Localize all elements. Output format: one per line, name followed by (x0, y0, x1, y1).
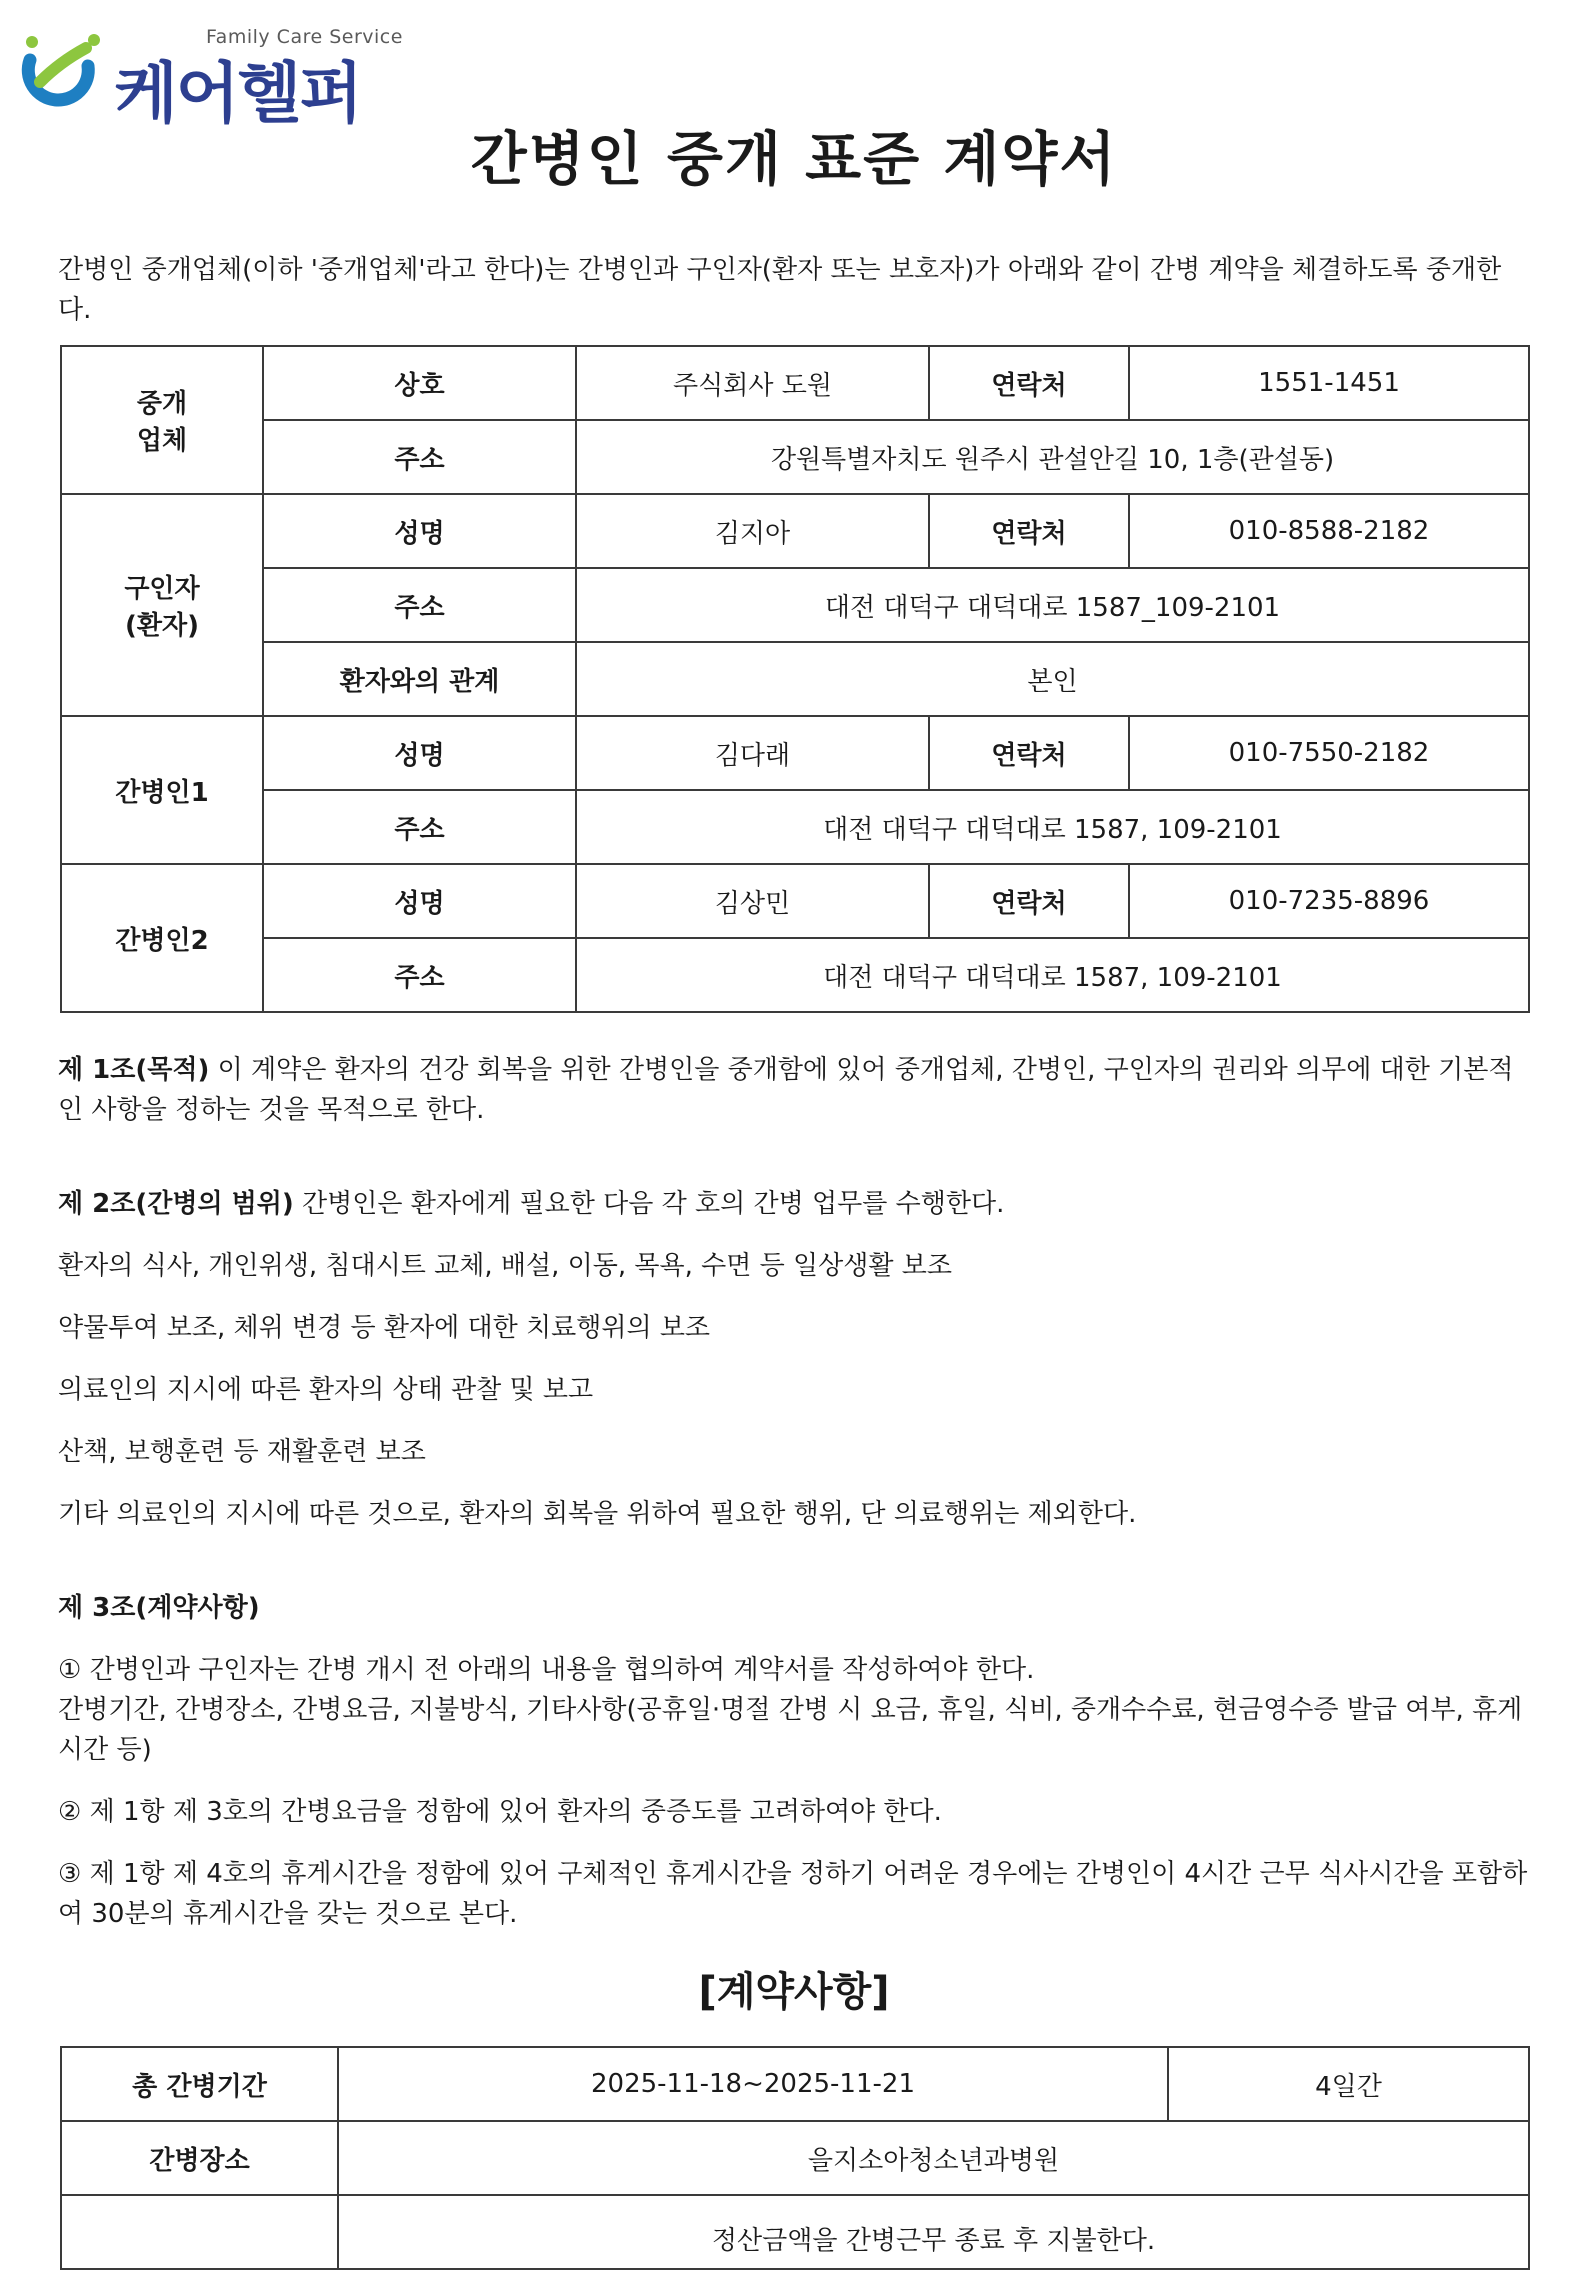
article-3-title (58, 1588, 1533, 1628)
table-row (61, 642, 1529, 716)
article-3-para-2: ② 제 1항 제 3호의 간병요금을 정함에 있어 환자의 중증도를 고려하여야 한다. (58, 1797, 942, 1827)
name-label: 성명 (263, 864, 576, 938)
articles-section (58, 1050, 1533, 1956)
document-title: 간병인 중개 표준 계약서 (470, 125, 1118, 193)
logo-tagline: Family Care Service (206, 26, 403, 48)
caregiver1-group-label: 간병인1 (61, 716, 263, 864)
table-row (61, 938, 1529, 1012)
parties-table (60, 345, 1530, 1013)
caregiver2-group-label: 간병인2 (61, 864, 263, 1012)
client-address: 대전 대덕구 대덕대로 1587_109-2101 (576, 568, 1529, 642)
table-row (61, 790, 1529, 864)
article-2-title: 제 2조(간병의 범위) (58, 1189, 294, 1219)
period-label: 총 간병기간 (61, 2047, 338, 2121)
agency-contact: 1551-1451 (1129, 346, 1529, 420)
caregiver1-address: 대전 대덕구 대덕대로 1587, 109-2101 (576, 790, 1529, 864)
address-label: 주소 (263, 790, 576, 864)
name-label: 성명 (263, 494, 576, 568)
agency-address: 강원특별자치도 원주시 관설안길 10, 1층(관설동) (576, 420, 1529, 494)
table-row (61, 2195, 1529, 2269)
caregiver2-contact: 010-7235-8896 (1129, 864, 1529, 938)
article-3-title-text: 제 3조(계약사항) (58, 1593, 260, 1623)
table-row (61, 2047, 1529, 2121)
caregiver1-contact: 010-7550-2182 (1129, 716, 1529, 790)
table-row (61, 716, 1529, 790)
article-2-text: 간병인은 환자에게 필요한 다음 각 호의 간병 업무를 수행한다. (293, 1189, 1005, 1219)
address-label: 주소 (263, 568, 576, 642)
caregiver2-address: 대전 대덕구 대덕대로 1587, 109-2101 (576, 938, 1529, 1012)
article-2-item: 산책, 보행훈련 등 재활훈련 보조 (58, 1437, 426, 1467)
payment-label-cell (61, 2195, 338, 2269)
table-row (61, 420, 1529, 494)
caregiver1-name: 김다래 (576, 716, 929, 790)
contact-label: 연락처 (929, 864, 1129, 938)
article-2-item: 약물투여 보조, 체위 변경 등 환자에 대한 치료행위의 보조 (58, 1313, 711, 1343)
payment-text: 정산금액을 간병근무 종료 후 지불한다. (338, 2195, 1529, 2269)
article-3-para-1: ① 간병인과 구인자는 간병 개시 전 아래의 내용을 협의하여 계약서를 작성하여야 한다. (58, 1655, 1035, 1685)
care-place: 을지소아청소년과병원 (338, 2121, 1529, 2195)
intro-paragraph: 간병인 중개업체(이하 '중개업체'라고 한다)는 간병인과 구인자(환자 또는 보호자)가 아래와 같이 간병 계약을 체결하도록 중개한다. (58, 255, 1502, 325)
article-3-para-3: ③ 제 1항 제 4호의 휴게시간을 정함에 있어 구체적인 휴게시간을 정하기 어려운 경우에는 간병인이 4시간 근무 식사시간을 포함하여 30분의 휴게시간을 갖는 것으로 본다. (58, 1859, 1528, 1929)
contact-label: 연락처 (929, 716, 1129, 790)
contact-label: 연락처 (929, 494, 1129, 568)
table-row (61, 568, 1529, 642)
company-name-label: 상호 (263, 346, 576, 420)
relation-label: 환자와의 관계 (263, 642, 576, 716)
article-1 (58, 1050, 1533, 1130)
table-row (61, 2121, 1529, 2195)
table-row (61, 346, 1529, 420)
article-3-para-1b: 간병기간, 간병장소, 간병요금, 지불방식, 기타사항(공휴일·명절 간병 시 요금, 휴일, 식비, 중개수수료, 현금영수증 발급 여부, 휴게시간 등) (58, 1695, 1523, 1765)
table-row (61, 864, 1529, 938)
table-row (61, 494, 1529, 568)
care-period: 2025-11-18~2025-11-21 (338, 2047, 1168, 2121)
care-days: 4일간 (1168, 2047, 1529, 2121)
client-contact: 010-8588-2182 (1129, 494, 1529, 568)
contact-label: 연락처 (929, 346, 1129, 420)
agency-group-label: 중개 업체 (61, 346, 263, 494)
logo-name: 케어헬퍼 (114, 55, 362, 132)
client-name: 김지아 (576, 494, 929, 568)
article-2 (58, 1184, 1533, 1224)
agency-name: 주식회사 도원 (576, 346, 929, 420)
name-label: 성명 (263, 716, 576, 790)
client-group-label: 구인자 (환자) (61, 494, 263, 716)
address-label: 주소 (263, 938, 576, 1012)
care-helper-logo-icon (10, 30, 110, 122)
caregiver2-name: 김상민 (576, 864, 929, 938)
address-label: 주소 (263, 420, 576, 494)
article-2-item: 기타 의료인의 지시에 따른 것으로, 환자의 회복을 위하여 필요한 행위, 단 의료행위는 제외한다. (58, 1499, 1137, 1529)
contract-terms-table (60, 2046, 1530, 2270)
place-label: 간병장소 (61, 2121, 338, 2195)
client-relation: 본인 (576, 642, 1529, 716)
article-2-item: 환자의 식사, 개인위생, 침대시트 교체, 배설, 이동, 목욕, 수면 등 일상생활 보조 (58, 1251, 952, 1281)
article-2-item: 의료인의 지시에 따른 환자의 상태 관찰 및 보고 (58, 1375, 594, 1405)
company-logo (10, 22, 403, 132)
article-1-text: 이 계약은 환자의 건강 회복을 위한 간병인을 중개함에 있어 중개업체, 간병인, 구인자의 권리와 의무에 대한 기본적인 사항을 정하는 것을 목적으로 한다. (58, 1055, 1514, 1125)
article-1-title: 제 1조(목적) (58, 1055, 210, 1085)
contract-terms-heading: [계약사항] (698, 1969, 890, 2015)
